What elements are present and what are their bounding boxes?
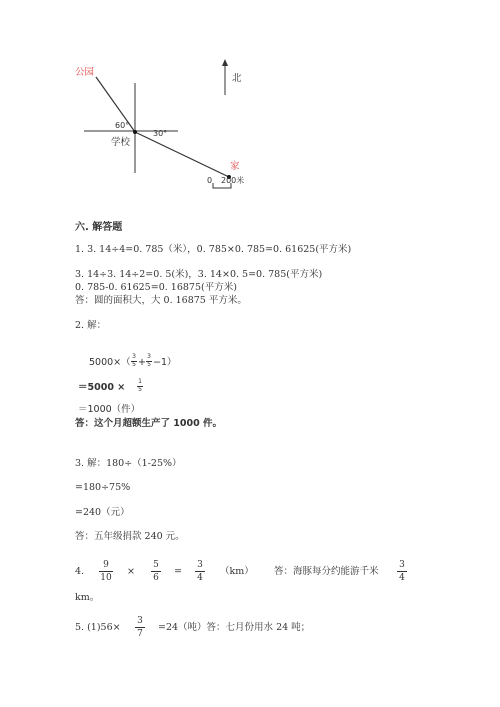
q5-rest: =24（吨）答：七月份用水 24 吨； <box>158 622 311 633</box>
q2-f3-den: 5 <box>138 386 142 393</box>
q3-line-1: 3. 解：180÷（1-25%） <box>75 458 182 469</box>
q4-f3-num: 3 <box>197 560 203 570</box>
q3-line-3: =240（元） <box>75 507 130 518</box>
q2-plus: + <box>138 357 146 368</box>
q4-answer: 答：海豚每分约能游千米 <box>274 566 379 577</box>
q1-line-1: 1. 3. 14÷4=0. 785（米），0. 785×0. 785=0. 61625(平方米) <box>75 244 352 255</box>
q4-f2-den: 6 <box>153 573 159 583</box>
section-title: 六. 解答题 <box>75 222 123 233</box>
q4-f4-num: 3 <box>399 560 405 570</box>
q1-answer: 答：圆的面积大，大 0. 16875 平方米。 <box>75 295 247 306</box>
q2-fraction-3 <box>137 379 143 393</box>
q2-f3-num: 1 <box>138 378 142 385</box>
q3-answer: 答：五年级捐款 240 元。 <box>75 531 185 542</box>
q4-fraction-1 <box>99 560 113 583</box>
q2-f1-den: 5 <box>132 361 136 368</box>
q3-line-2: =180÷75% <box>75 482 131 493</box>
q4-f4-den: 4 <box>399 573 405 583</box>
q4-fraction-2 <box>151 560 161 583</box>
q1-line-3: 0. 785-0. 61625=0. 16875(平方米) <box>75 282 237 293</box>
q2-label: 2. 解： <box>75 320 107 331</box>
q4-unit-end: km。 <box>75 592 100 603</box>
direction-diagram <box>0 0 500 200</box>
q4-fraction-3 <box>195 560 205 583</box>
q4-f1-num: 9 <box>103 560 109 570</box>
q4-unit: （km） <box>220 566 254 577</box>
school-label: 学校 <box>111 137 131 148</box>
q4-equals: = <box>174 566 182 577</box>
north-label: 北 <box>232 73 242 84</box>
q2-f2-num: 3 <box>147 353 151 360</box>
scale-zero-label: 0 <box>207 176 213 185</box>
scale-label: 200米 <box>221 176 245 185</box>
q2-f2-den: 5 <box>147 361 151 368</box>
q2-minus-one: −1） <box>153 357 177 368</box>
q2-answer: 答：这个月超额生产了 1000 件。 <box>75 418 223 429</box>
q5-label: 5. (1)56× <box>75 622 121 633</box>
q2-expr-prefix: 5000×（ <box>89 357 131 368</box>
q5-f-den: 7 <box>137 629 143 639</box>
q4-times: × <box>127 566 135 577</box>
angle-60-label: 60° <box>115 121 130 130</box>
q4-f2-num: 5 <box>153 560 159 570</box>
home-label: 家 <box>230 161 240 172</box>
park-label: 公园 <box>75 67 95 78</box>
q2-f1-num: 3 <box>132 353 136 360</box>
q5-f-num: 3 <box>137 616 143 626</box>
q2-fraction-2 <box>146 354 152 368</box>
q4-fraction-4 <box>397 560 407 583</box>
q2-step3: ＝1000（件） <box>78 404 141 415</box>
q4-f3-den: 4 <box>197 573 203 583</box>
q4-f1-den: 10 <box>100 573 112 583</box>
q5-fraction <box>135 616 145 639</box>
q2-fraction-1 <box>131 354 137 368</box>
school-home-line <box>135 132 229 177</box>
north-arrow-head <box>222 59 228 66</box>
school-point <box>133 130 137 134</box>
q4-label: 4. <box>75 566 85 577</box>
q2-step2-prefix: ＝5000 × <box>78 382 126 393</box>
q1-line-2: 3. 14÷3. 14÷2=0. 5(米)，3. 14×0. 5=0. 785(平方米) <box>75 269 323 280</box>
angle-30-label: 30° <box>153 129 168 138</box>
